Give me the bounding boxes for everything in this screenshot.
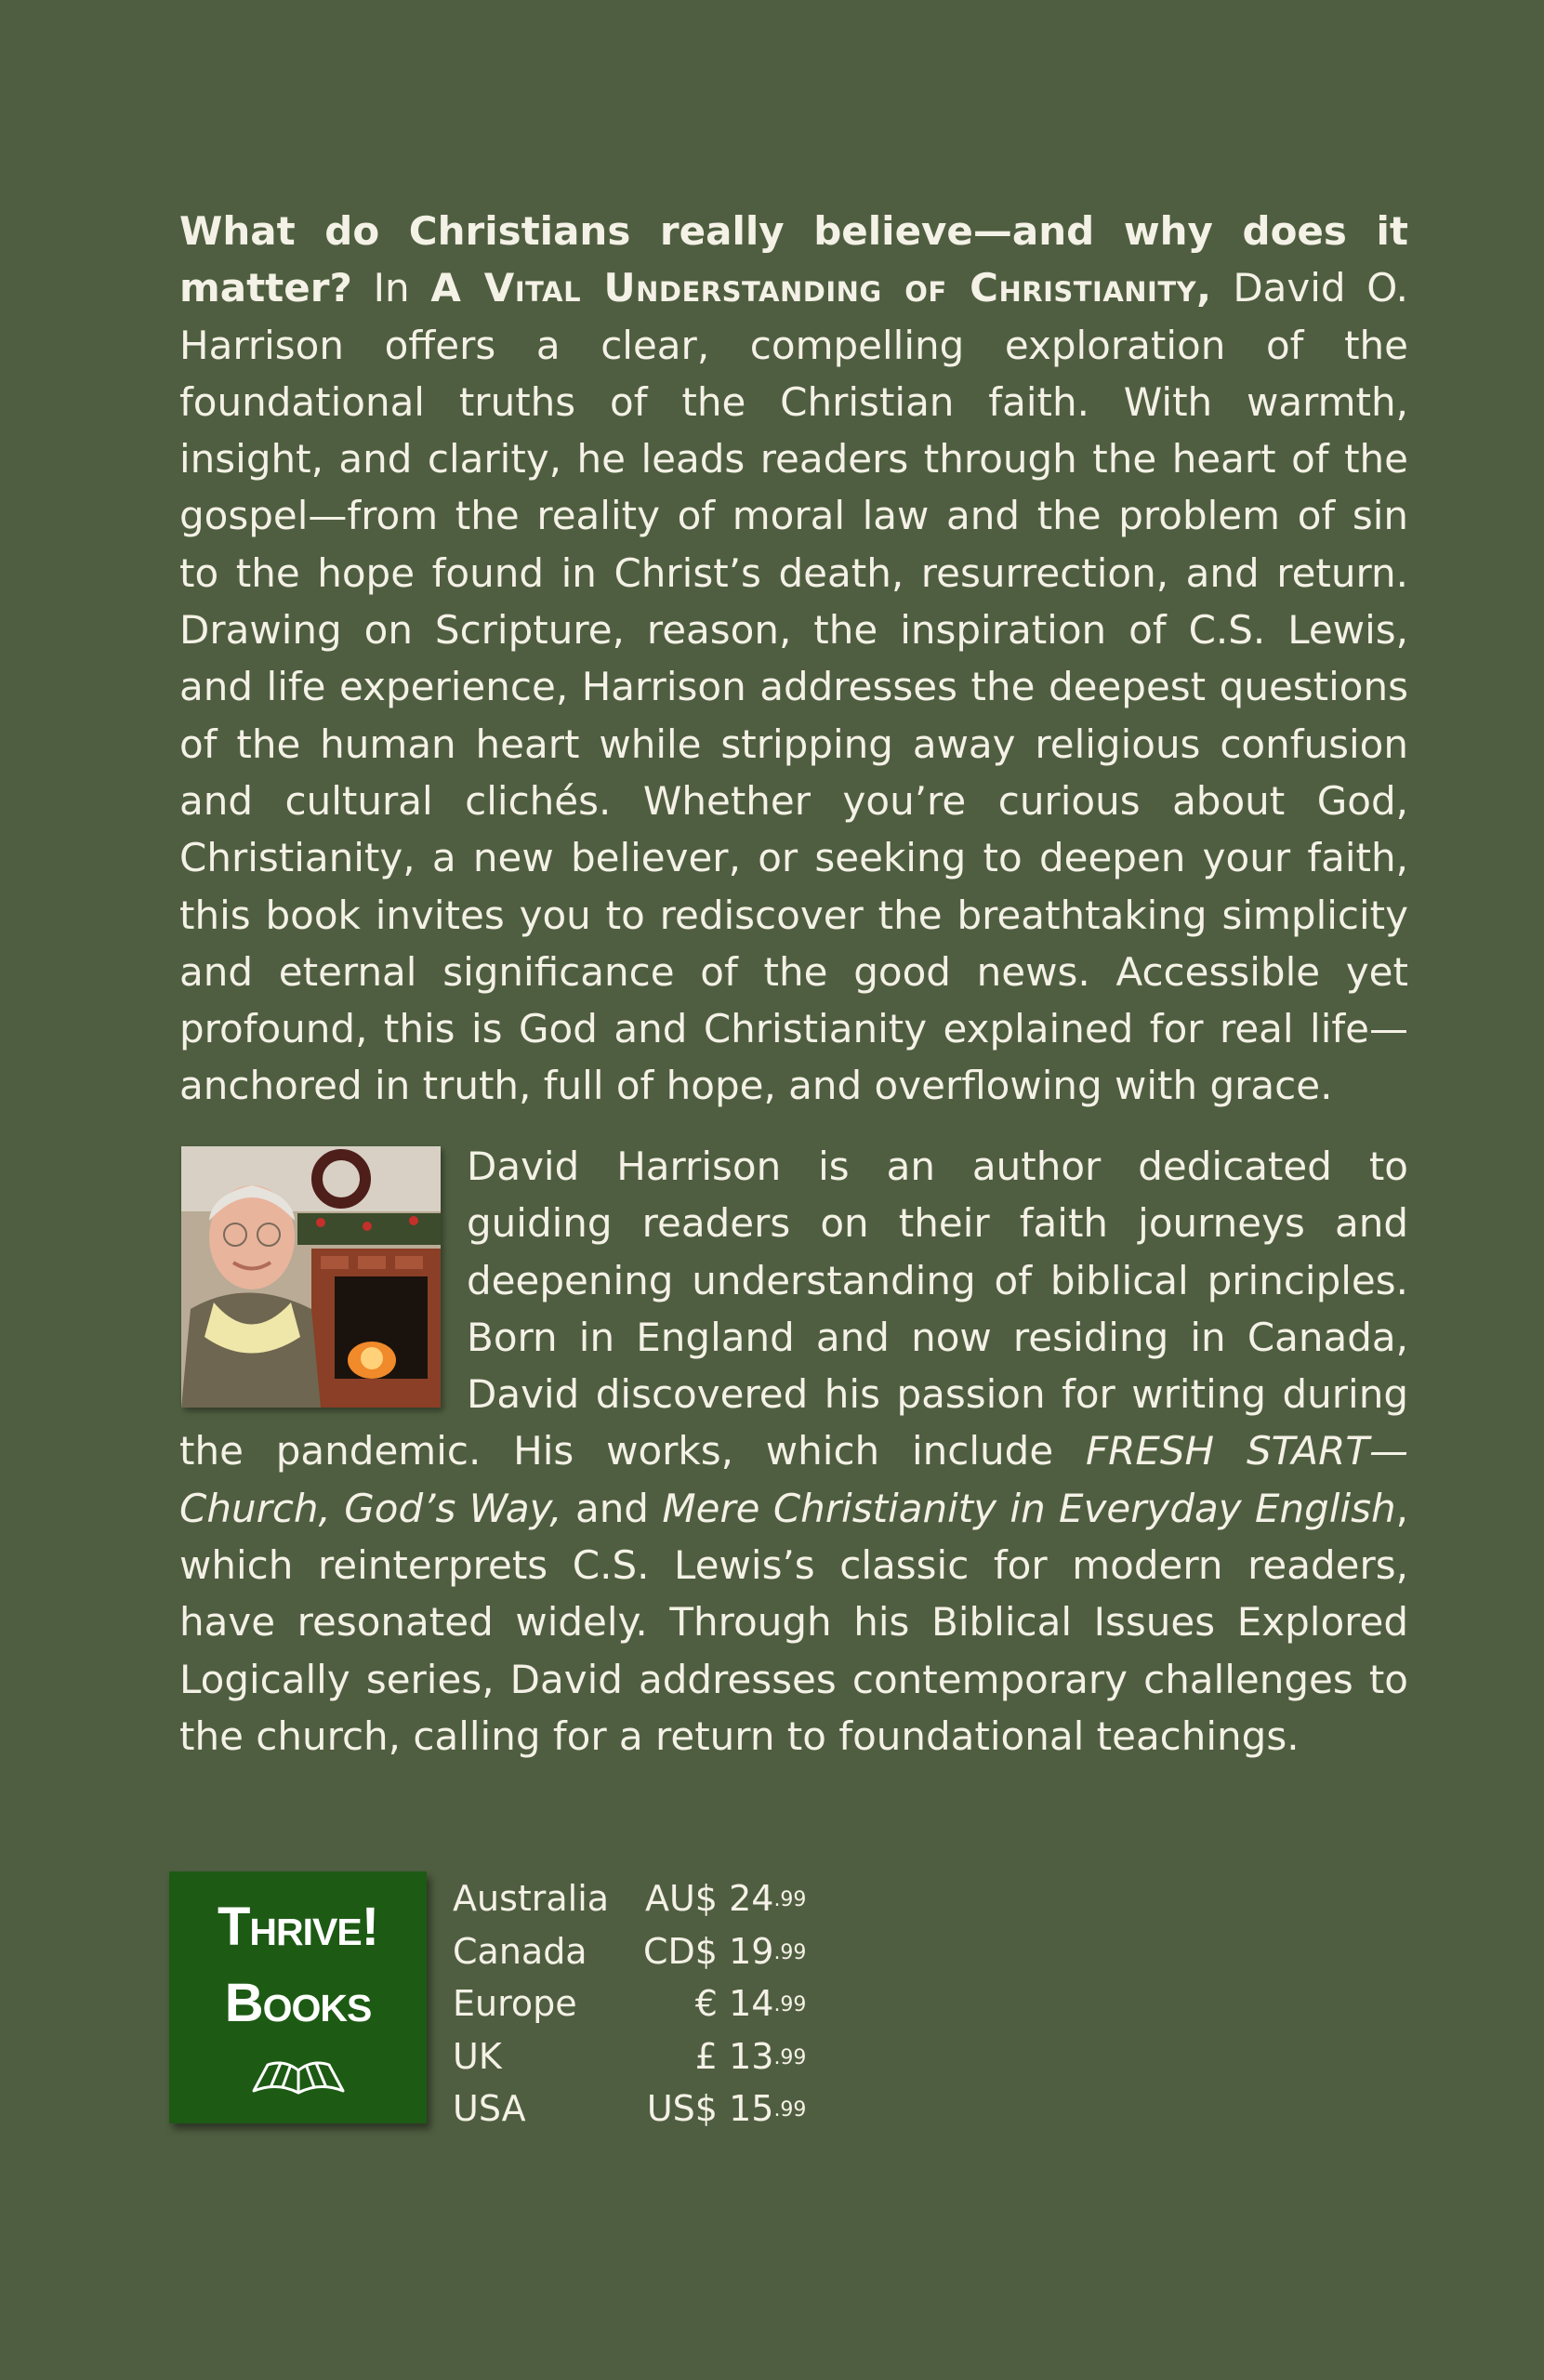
bio-text-3: , which reinterprets C.S. Lewis’s classic for modern readers, have resonated widely. Through his Biblical Issues Explored Logically series, David addresses contemporary challenges to the church, calling for a return to foundational teachings. (179, 1485, 1408, 1759)
publisher-name-line2: Books (224, 1973, 372, 2033)
price-list (453, 1872, 806, 2135)
price-row (453, 1925, 806, 1978)
price-country: USA (453, 2088, 526, 2129)
publisher-logo (169, 1871, 427, 2123)
price-value: US$ $15^{.99}$ (646, 2088, 807, 2129)
price-country: UK (453, 2035, 502, 2077)
bio-work-fresh-start: FRESH START—Church, God’s Way, (179, 1428, 1408, 1531)
open-book-icon (249, 2056, 348, 2098)
book-title: A Vital Understanding of Christianity, (430, 265, 1212, 311)
price-value: £ $13^{.99}$ (694, 2035, 807, 2077)
price-country: Canada (453, 1930, 587, 1972)
author-photo (181, 1146, 441, 1408)
price-value: € $14^{.99}$ (694, 1983, 807, 2024)
price-value: AU$ $24^{.99}$ (644, 1878, 807, 1919)
price-row (453, 2030, 806, 2083)
book-blurb (179, 203, 1408, 1115)
bio-text-2: and (574, 1485, 649, 1531)
blurb-text: David O. Harrison offers a clear, compelling exploration of the foundational truths of the Christian faith. With warmth, insight, and clarity, he leads readers through the heart of the gospel—from the reality of moral law and the problem of sin to the hope found in Christ’s death, resurrection, and return. Drawing on Scripture, reason, the inspiration of C.S. Lewis, and life experience, Harrison addresses the deepest questions of the human heart while stripping away religious confusion and cultural clichés. Whether you’re curious about God, Christianity, a new believer, or seeking to deepen your faith, this book invites you to rediscover the breathtaking simplicity and eternal significance of the good news. Accessible yet profound, this is God and Christianity explained for real life—anchored in truth, full of hope, and overflowing with grace. (179, 265, 1409, 1109)
price-row (453, 2082, 806, 2135)
bio-work-mere-christianity: Mere Christianity in Everyday English (662, 1485, 1396, 1531)
price-country: Australia (453, 1878, 610, 1919)
publisher-name-line1: Thrive! (217, 1897, 379, 1957)
price-row (453, 1872, 806, 1925)
price-value: CD$ $19^{.99}$ (643, 1930, 807, 1972)
price-row (453, 1977, 806, 2030)
blurb-intro: In (373, 265, 410, 311)
bio-text-1: David Harrison is an author dedicated to guiding readers on their faith journeys and deepening understanding of biblical principles. Born in England and now residing in Canada, David discovered his passion for writing during the pandemic. His works, which include (179, 1144, 1408, 1474)
author-bio (179, 1138, 1408, 1765)
price-country: Europe (453, 1983, 577, 2024)
blurb-question: What do Christians really believe—and why does it matter? (179, 208, 1408, 311)
